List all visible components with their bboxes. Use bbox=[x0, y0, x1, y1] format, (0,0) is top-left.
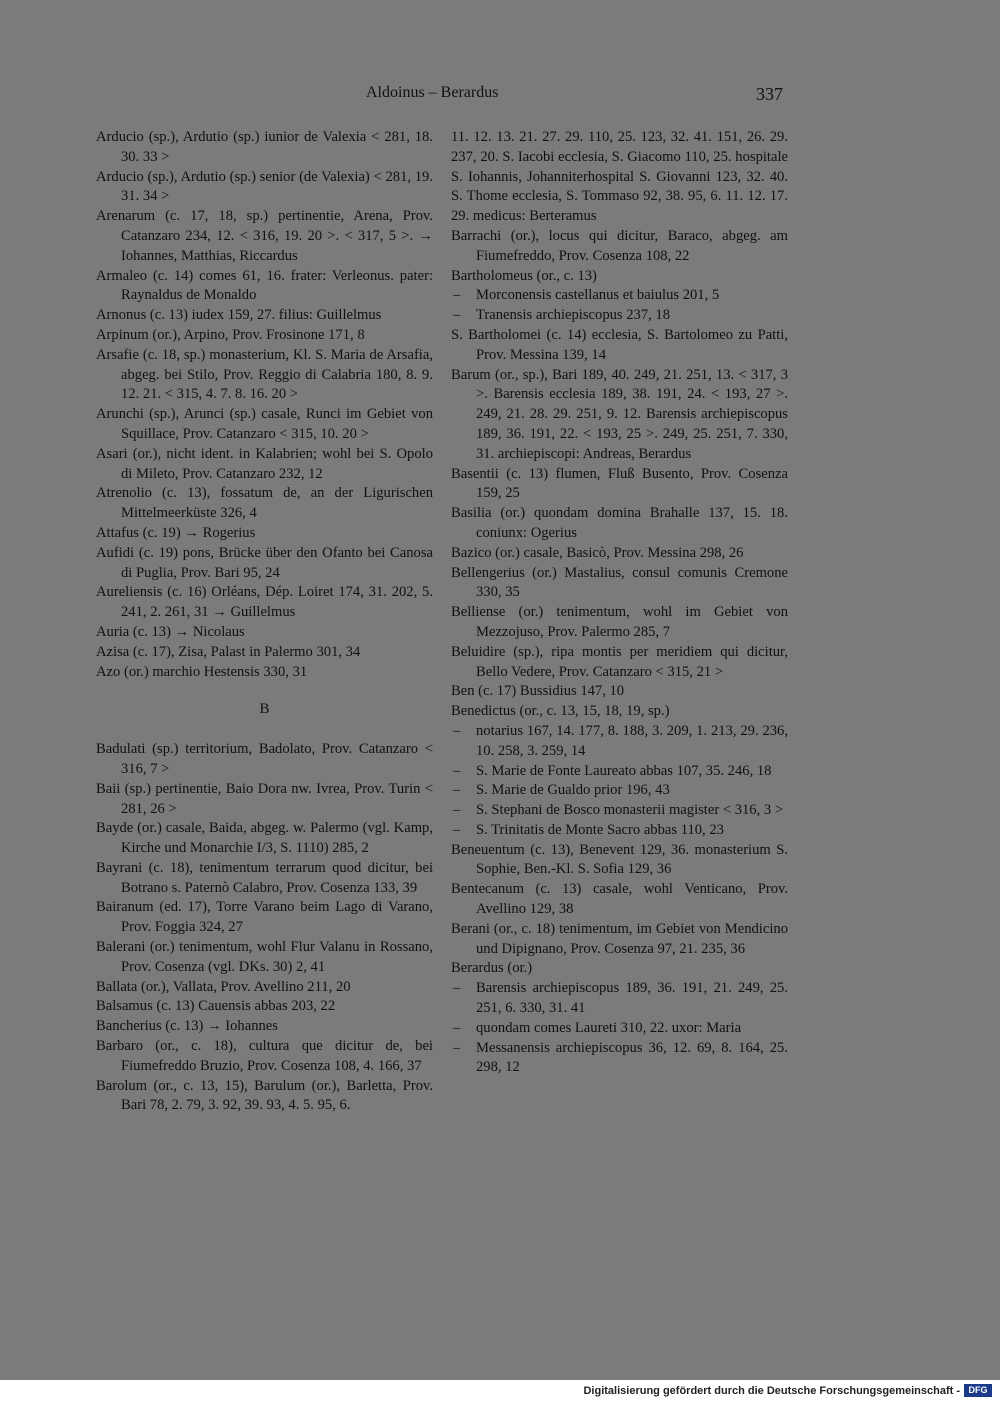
index-entry: Arsafie (c. 18, sp.) monasterium, Kl. S. Maria de Arsafia, abgeg. bei Stilo, Prov. Reggio di Calabria 180, 8. 9. 12. 21. < 315, 4. 7. 8. 16. 20 > bbox=[96, 346, 433, 403]
left-column bbox=[96, 128, 433, 1116]
right-column bbox=[451, 128, 788, 1078]
page-number: 337 bbox=[756, 84, 783, 104]
index-entry: Azisa (c. 17), Zisa, Palast in Palermo 301, 34 bbox=[96, 643, 361, 660]
index-entry: Barolum (or., c. 13, 15), Barulum (or.), Barletta, Prov. Bari 78, 2. 79, 3. 92, 39. 93, 4. 5. 95, 6. bbox=[96, 1077, 433, 1114]
index-entry: Beluidire (sp.), ripa montis per meridiem qui dicitur, Bello Vedere, Prov. Catanzaro < 315, 21 > bbox=[451, 643, 788, 680]
index-entry: Balerani (or.) tenimentum, wohl Flur Valanu in Rossano, Prov. Cosenza (vgl. DKs. 30) 2, 41 bbox=[96, 939, 433, 975]
index-entry: Azo (or.) marchio Hestensis 330, 31 bbox=[96, 663, 308, 680]
index-entry: Asari (or.), nicht ident. in Kalabrien; wohl bei S. Opolo di Mileto, Prov. Catanzaro 232, 12 bbox=[96, 445, 433, 482]
index-entry: Arnonus (c. 13) iudex 159, 27. filius: Guillelmus bbox=[96, 307, 382, 324]
index-entry: Arunchi (sp.), Arunci (sp.) casale, Runci im Gebiet von Squillace, Prov. Catanzaro < 315, 10. 20 > bbox=[96, 406, 433, 442]
section-letter: B bbox=[259, 701, 270, 718]
continued-entry: 11. 12. 13. 21. 27. 29. 110, 25. 123, 32. 41. 151, 26. 29. 237, 20. S. Iacobi ecclesia, S. Giacomo 110, 25. hospitale S. Iohannis, Johanniterhospital S. Giovanni 123, 32. 40. S. Thome ecclesia, S. Tommaso 92, 38. 95, 6. 11. 12. 17. 29. medicus: Berteramus bbox=[451, 129, 788, 225]
index-entry: Beneuentum (c. 13), Benevent 129, 36. monasterium S. Sophie, Ben.-Kl. S. Sofia 129, 36 bbox=[451, 841, 788, 878]
index-entry: Basilia (or.) quondam domina Brahalle 137, 15. 18. coniunx: Ogerius bbox=[451, 505, 788, 541]
index-entry: Bancherius (c. 13) → Iohannes bbox=[96, 1018, 278, 1035]
index-entry: Barum (or., sp.), Bari 189, 40. 249, 21. 251, 13. < 317, 3 >. Barensis ecclesia 189, 38. 191, 24. < 193, 27 >. 249, 21. 28. 29. 251, 9. 12. Barensis archiepiscopus 189, 36. 191, 22. < 193, 25 >. 249, 25. 251, 7. 330, 31. archiepiscopi: Andreas, Berardus bbox=[451, 366, 788, 462]
funding-credit: Digitalisierung gefördert durch die Deutsche Forschungsgemeinschaft - bbox=[583, 1385, 960, 1397]
index-entry: Arducio (sp.), Ardutio (sp.) iunior de Valexia < 281, 18. 30. 33 > bbox=[96, 129, 433, 165]
index-entry: Bellengerius (or.) Mastalius, consul comunis Cremone 330, 35 bbox=[451, 564, 788, 601]
index-entry: Berardus (or.) bbox=[451, 960, 533, 977]
funding-footer bbox=[0, 1380, 1000, 1402]
sub-entry: – S. Marie de Fonte Laureato abbas 107, 35. 246, 18 bbox=[451, 762, 788, 782]
sub-entry: – Tranensis archiepiscopus 237, 18 bbox=[451, 306, 788, 326]
index-entry: S. Bartholomei (c. 14) ecclesia, S. Bartolomeo zu Patti, Prov. Messina 139, 14 bbox=[451, 326, 788, 363]
running-head: Aldoinus – Berardus bbox=[366, 84, 499, 101]
sub-entry: – S. Marie de Gualdo prior 196, 43 bbox=[451, 781, 788, 801]
index-entry: Auria (c. 13) → Nicolaus bbox=[96, 623, 245, 640]
index-entry: Arducio (sp.), Ardutio (sp.) senior (de Valexia) < 281, 19. 31. 34 > bbox=[96, 168, 433, 205]
index-entry: Bazico (or.) casale, Basicò, Prov. Messina 298, 26 bbox=[451, 544, 744, 561]
index-entry: Badulati (sp.) territorium, Badolato, Prov. Catanzaro < 316, 7 > bbox=[96, 741, 433, 777]
index-entry: Bayrani (c. 18), tenimentum terrarum quod dicitur, bei Botrano s. Paternò Calabro, Prov. Cosenza 133, 39 bbox=[96, 859, 433, 896]
index-entry: Ballata (or.), Vallata, Prov. Avellino 211, 20 bbox=[96, 978, 351, 995]
sub-entry: – Barensis archiepiscopus 189, 36. 191, 21. 249, 25. 251, 6. 330, 31. 41 bbox=[451, 979, 788, 1019]
index-entry: Atrenolio (c. 13), fossatum de, an der Ligurischen Mittelmeerküste 326, 4 bbox=[96, 485, 433, 522]
sub-entry: – Messanensis archiepiscopus 36, 12. 69, 8. 164, 25. 298, 12 bbox=[451, 1039, 788, 1079]
index-entry: Barrachi (or.), locus qui dicitur, Baraco, abgeg. am Fiumefreddo, Prov. Cosenza 108, 22 bbox=[451, 227, 788, 264]
index-entry: Bairanum (ed. 17), Torre Varano beim Lago di Varano, Prov. Foggia 324, 27 bbox=[96, 899, 433, 936]
sub-entry: – S. Stephani de Bosco monasterii magister < 316, 3 > bbox=[451, 801, 788, 821]
index-entry: Belliense (or.) tenimentum, wohl im Gebiet von Mezzojuso, Prov. Palermo 285, 7 bbox=[451, 604, 788, 640]
index-entry: Bayde (or.) casale, Baida, abgeg. w. Palermo (vgl. Kamp, Kirche und Monarchie I/3, S. 1110) 285, 2 bbox=[96, 820, 433, 857]
sub-entry: – quondam comes Laureti 310, 22. uxor: Maria bbox=[451, 1019, 788, 1039]
sub-entry: – Morconensis castellanus et baiulus 201, 5 bbox=[451, 286, 788, 306]
index-entry: Balsamus (c. 13) Cauensis abbas 203, 22 bbox=[96, 998, 336, 1015]
sub-entry: – notarius 167, 14. 177, 8. 188, 3. 209, 1. 213, 29. 236, 10. 258, 3. 259, 14 bbox=[451, 722, 788, 762]
index-entry: Armaleo (c. 14) comes 61, 16. frater: Verleonus. pater: Raynaldus de Monaldo bbox=[96, 267, 433, 304]
index-entry: Bartholomeus (or., c. 13) bbox=[451, 267, 597, 284]
index-entry: Arpinum (or.), Arpino, Prov. Frosinone 171, 8 bbox=[96, 326, 365, 343]
dfg-logo: DFG bbox=[964, 1384, 992, 1397]
index-entry: Berani (or., c. 18) tenimentum, im Gebiet von Mendicino und Dipignano, Prov. Cosenza 97, 21. 235, 36 bbox=[451, 920, 788, 957]
index-entry: Bentecanum (c. 13) casale, wohl Venticano, Prov. Avellino 129, 38 bbox=[451, 881, 788, 918]
index-entry: Barbaro (or., c. 18), cultura que dicitur de, bei Fiumefreddo Bruzio, Prov. Cosenza 108, 4. 166, 37 bbox=[96, 1038, 433, 1074]
index-entry: Benedictus (or., c. 13, 15, 18, 19, sp.) bbox=[451, 703, 670, 720]
index-entry: Basentii (c. 13) flumen, Fluß Busento, Prov. Cosenza 159, 25 bbox=[451, 465, 788, 502]
index-entry: Aufidi (c. 19) pons, Brücke über den Ofanto bei Canosa di Puglia, Prov. Bari 95, 24 bbox=[96, 544, 433, 581]
index-entry: Ben (c. 17) Bussidius 147, 10 bbox=[451, 683, 625, 700]
sub-entry: – S. Trinitatis de Monte Sacro abbas 110, 23 bbox=[451, 821, 788, 841]
index-entry: Attafus (c. 19) → Rogerius bbox=[96, 524, 256, 541]
index-entry: Arenarum (c. 17, 18, sp.) pertinentie, Arena, Prov. Catanzaro 234, 12. < 316, 19. 20 >. < 317, 5 >. → Iohannes, Matthias, Riccardus bbox=[96, 208, 433, 264]
index-entry: Baii (sp.) pertinentie, Baio Dora nw. Ivrea, Prov. Turin < 281, 26 > bbox=[96, 780, 433, 817]
index-entry: Aureliensis (c. 16) Orléans, Dép. Loiret 174, 31. 202, 5. 241, 2. 261, 31 → Guillelmus bbox=[96, 584, 433, 621]
